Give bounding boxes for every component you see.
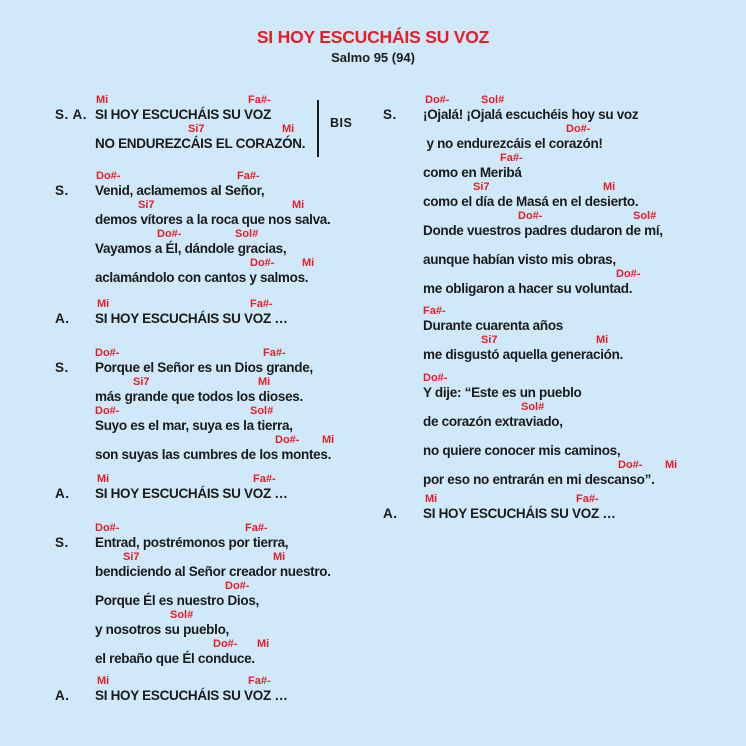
chord-symbol: Do#-: [423, 372, 448, 384]
lyric-line: [95, 522, 405, 551]
block-lines: [95, 298, 405, 327]
lyric-text: son suyas las cumbres de los montes.: [95, 447, 332, 462]
lyric-line: [95, 434, 405, 463]
lyric-line: [95, 199, 405, 228]
lyric-line: [95, 473, 405, 502]
lyric-text: SI HOY ESCUCHÁIS SU VOZ …: [95, 688, 288, 703]
voice-marker: S. A.: [55, 107, 88, 122]
lyric-line: [423, 430, 733, 459]
chord-symbol: Fa#-: [245, 522, 268, 534]
refrain-block: [55, 675, 405, 704]
chord-row: [95, 638, 405, 651]
chord-row: [95, 580, 405, 593]
lyric-text: Porque el Señor es un Dios grande,: [95, 360, 313, 375]
chord-symbol: Mi: [322, 434, 335, 446]
chord-symbol: Fa#-: [263, 347, 286, 359]
lyric-line: [423, 459, 733, 488]
lyric-line: [423, 210, 733, 239]
lyric-text: Donde vuestros padres dudaron de mí,: [423, 223, 663, 238]
chord-row: [423, 459, 733, 472]
lyric-line: [423, 94, 733, 123]
chord-symbol: Do#-: [616, 268, 641, 280]
chord-row: [423, 372, 733, 385]
chord-symbol: Mi: [97, 298, 110, 310]
verse-block: [55, 170, 405, 286]
chord-symbol: Si7: [188, 123, 205, 135]
chord-symbol: Mi: [96, 94, 109, 106]
lyric-line: [423, 401, 733, 430]
chord-row: [423, 493, 733, 506]
chord-row: [95, 170, 405, 183]
verse-block: [55, 347, 405, 463]
lyric-text: Venid, aclamemos al Señor,: [95, 183, 265, 198]
chord-symbol: Mi: [257, 638, 270, 650]
lyric-line: [423, 181, 733, 210]
chord-symbol: Si7: [481, 334, 498, 346]
lyric-text: NO ENDUREZCÁIS EL CORAZÓN.: [95, 136, 306, 151]
lyric-text: bendiciendo al Señor creador nuestro.: [95, 564, 331, 579]
lyric-line: [95, 675, 405, 704]
chord-symbol: Si7: [133, 376, 150, 388]
chord-symbol: Mi: [665, 459, 678, 471]
chord-symbol: Do#-: [518, 210, 543, 222]
chord-symbol: Mi: [258, 376, 271, 388]
voice-marker: S.: [55, 183, 69, 198]
voice-marker: S.: [55, 360, 69, 375]
chord-symbol: Fa#-: [250, 298, 273, 310]
verse-block: [55, 522, 405, 667]
block-lines: [95, 473, 405, 502]
chord-row: [423, 152, 733, 165]
chord-row: [95, 609, 405, 622]
chord-row: [95, 123, 405, 136]
chord-symbol: Do#-: [95, 347, 120, 359]
lyric-text: Durante cuarenta años: [423, 318, 563, 333]
chord-symbol: Mi: [97, 675, 110, 687]
lyric-text: por eso no entrarán en mi descanso”.: [423, 472, 655, 487]
block-lines: [95, 170, 405, 286]
chord-symbol: Fa#-: [423, 305, 446, 317]
chord-row: [95, 376, 405, 389]
voice-marker: S.: [383, 107, 397, 122]
lyric-line: [423, 239, 733, 268]
chord-symbol: Mi: [302, 257, 315, 269]
chord-symbol: Do#-: [250, 257, 275, 269]
chord-row: [95, 522, 405, 535]
chord-symbol: Sol#: [521, 401, 545, 413]
block-lines: [423, 94, 733, 297]
block-lines: [423, 372, 733, 488]
lyric-line: [95, 228, 405, 257]
page-subtitle: Salmo 95 (94): [331, 50, 415, 65]
lyric-text: SI HOY ESCUCHÁIS SU VOZ …: [95, 311, 288, 326]
lyric-line: [95, 123, 405, 152]
chord-row: [423, 305, 733, 318]
chord-row: [423, 94, 733, 107]
chord-row: [95, 94, 405, 107]
chord-row: [95, 257, 405, 270]
verse-block: [383, 372, 733, 488]
chord-symbol: Si7: [123, 551, 140, 563]
chord-row: [423, 181, 733, 194]
chord-symbol: Mi: [97, 473, 110, 485]
lyric-text: más grande que todos los dioses.: [95, 389, 303, 404]
lyric-line: [95, 347, 405, 376]
chord-symbol: Sol#: [235, 228, 259, 240]
lyric-text: Y dije: “Este es un pueblo: [423, 385, 582, 400]
lyric-text: SI HOY ESCUCHÁIS SU VOZ …: [423, 506, 616, 521]
voice-marker: A.: [55, 311, 70, 326]
chord-row: [95, 473, 405, 486]
chord-symbol: Do#-: [566, 123, 591, 135]
chord-symbol: Sol#: [481, 94, 505, 106]
chord-symbol: Mi: [596, 334, 609, 346]
chord-row: [95, 551, 405, 564]
chord-symbol: Sol#: [170, 609, 194, 621]
chord-symbol: Mi: [603, 181, 616, 193]
chord-row: [423, 123, 733, 136]
chord-symbol: Sol#: [633, 210, 657, 222]
lyric-text: demos vítores a la roca que nos salva.: [95, 212, 331, 227]
verse-block: [55, 94, 405, 152]
voice-marker: A.: [55, 486, 70, 501]
chord-symbol: Fa#-: [576, 493, 599, 505]
lyric-line: [423, 334, 733, 363]
chord-symbol: Fa#-: [248, 675, 271, 687]
lyric-text: y no endurezcáis el corazón!: [423, 136, 603, 151]
lyric-text: aclamándolo con cantos y salmos.: [95, 270, 309, 285]
lyric-text: ¡Ojalá! ¡Ojalá escuchéis hoy su voz: [423, 107, 639, 122]
block-lines: [423, 493, 733, 522]
lyric-text: SI HOY ESCUCHÁIS SU VOZ: [95, 107, 271, 122]
chord-row: [423, 334, 733, 347]
refrain-block: [383, 493, 733, 522]
chord-symbol: Do#-: [425, 94, 450, 106]
page-title: SI HOY ESCUCHÁIS SU VOZ: [256, 27, 490, 47]
chord-symbol: Do#-: [275, 434, 300, 446]
block-lines: [95, 675, 405, 704]
lyric-line: [423, 152, 733, 181]
refrain-block: [55, 298, 405, 327]
chord-symbol: Do#-: [213, 638, 238, 650]
chord-row: [95, 199, 405, 212]
voice-marker: S.: [55, 535, 69, 550]
lyric-line: [95, 94, 405, 123]
chord-symbol: Fa#-: [237, 170, 260, 182]
lyric-text: Vayamos a Él, dándole gracias,: [95, 241, 287, 256]
lyric-line: [423, 268, 733, 297]
chord-symbol: Fa#-: [248, 94, 271, 106]
chord-symbol: Mi: [292, 199, 305, 211]
lyric-text: aunque habían visto mis obras,: [423, 252, 616, 267]
lyric-line: [95, 638, 405, 667]
lyric-line: [423, 305, 733, 334]
lyric-line: [95, 580, 405, 609]
lyric-text: SI HOY ESCUCHÁIS SU VOZ …: [95, 486, 288, 501]
block-lines: [95, 522, 405, 667]
lyric-line: [95, 376, 405, 405]
lyric-line: [95, 257, 405, 286]
lyric-line: [423, 123, 733, 152]
chord-symbol: Do#-: [618, 459, 643, 471]
lyric-text: me disgustó aquella generación.: [423, 347, 624, 362]
chord-symbol: Do#-: [157, 228, 182, 240]
chord-row: [95, 347, 405, 360]
lyric-text: Entrad, postrémonos por tierra,: [95, 535, 289, 550]
block-lines: [95, 94, 405, 152]
chord-symbol: Do#-: [225, 580, 250, 592]
chord-row: [423, 239, 733, 252]
verse-block: [383, 305, 733, 363]
chord-symbol: Mi: [425, 493, 438, 505]
lyric-line: [95, 298, 405, 327]
chord-symbol: Do#-: [95, 405, 120, 417]
chord-row: [423, 268, 733, 281]
chord-row: [423, 401, 733, 414]
chord-symbol: Fa#-: [253, 473, 276, 485]
left-column: [55, 94, 405, 704]
chord-symbol: Fa#-: [500, 152, 523, 164]
lyric-text: como el día de Masá en el desierto.: [423, 194, 639, 209]
chord-symbol: Do#-: [96, 170, 121, 182]
lyric-line: [423, 372, 733, 401]
chord-symbol: Do#-: [95, 522, 120, 534]
lyric-text: me obligaron a hacer su voluntad.: [423, 281, 633, 296]
chord-row: [95, 405, 405, 418]
lyric-text: de corazón extraviado,: [423, 414, 563, 429]
lyric-text: como en Meribá: [423, 165, 522, 180]
chord-symbol: Si7: [138, 199, 155, 211]
block-lines: [95, 347, 405, 463]
lyric-line: [95, 609, 405, 638]
voice-marker: A.: [55, 688, 70, 703]
lyric-text: el rebaño que Él conduce.: [95, 651, 255, 666]
chord-row: [95, 675, 405, 688]
chord-row: [95, 298, 405, 311]
lyric-line: [95, 405, 405, 434]
lyric-line: [95, 551, 405, 580]
lyric-line: [423, 493, 733, 522]
refrain-block: [55, 473, 405, 502]
chord-symbol: Mi: [273, 551, 286, 563]
lyric-text: no quiere conocer mis caminos,: [423, 443, 621, 458]
verse-block: [383, 94, 733, 297]
chord-row: [95, 434, 405, 447]
right-column: [383, 94, 733, 522]
chord-symbol: Si7: [473, 181, 490, 193]
chord-symbol: Sol#: [250, 405, 274, 417]
lyric-line: [95, 170, 405, 199]
chord-row: [423, 430, 733, 443]
lyric-text: Porque Él es nuestro Dios,: [95, 593, 259, 608]
lyric-text: y nosotros su pueblo,: [95, 622, 229, 637]
bis-label: BIS: [330, 116, 353, 130]
voice-marker: A.: [383, 506, 398, 521]
chord-row: [423, 210, 733, 223]
block-lines: [423, 305, 733, 363]
chord-symbol: Mi: [282, 123, 295, 135]
chord-row: [95, 228, 405, 241]
lyric-text: Suyo es el mar, suya es la tierra,: [95, 418, 293, 433]
